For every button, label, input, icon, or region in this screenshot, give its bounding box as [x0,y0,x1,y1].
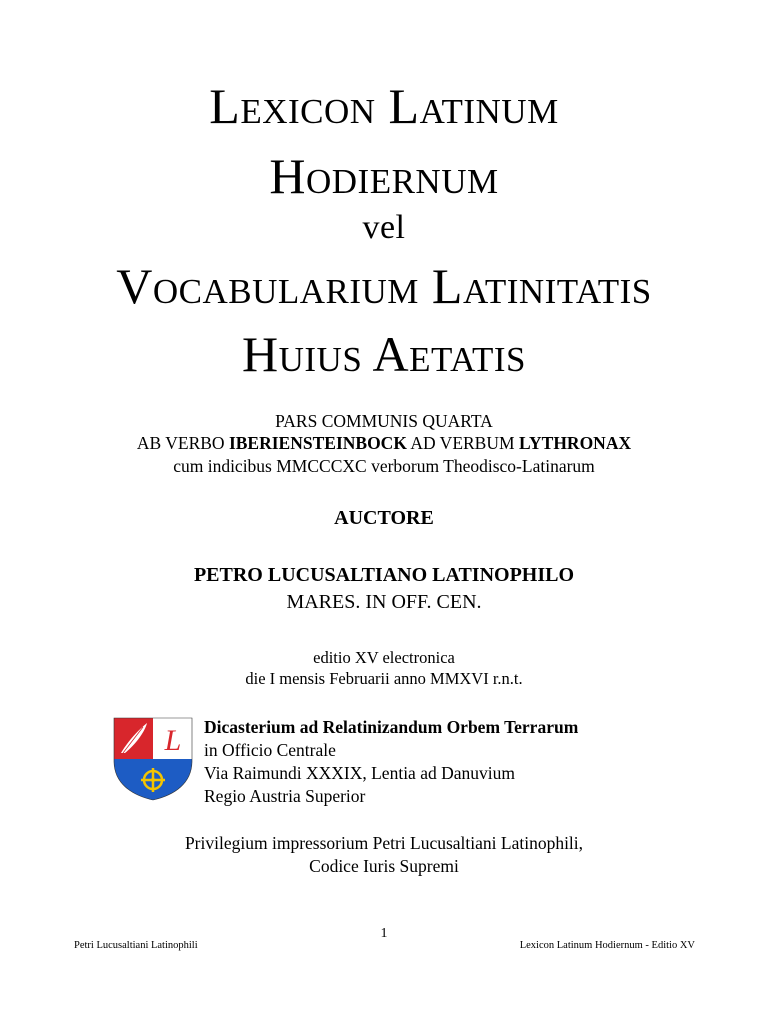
pars-line: PARS COMMUNIS QUARTA [275,411,493,431]
author-title: MARES. IN OFF. CEN. [286,591,482,613]
author-name: PETRO LUCUSALTIANO LATINOPHILO [193,564,575,586]
ad-verbum-mid: AD VERBUM [406,433,519,453]
address-street: Via Raimundi XXXIX, Lentia ad Danuvium [204,763,515,783]
emblem-letter: L [164,724,182,757]
indices-line: cum indicibus MMCCCXC verborum Theodisco-Latinarum [173,456,595,476]
verb-range-line [0,432,768,454]
title-line-4: Vocabularium Latinitatis [116,258,652,314]
title-line-5: Huius Aetatis [242,326,526,382]
edition-line-2: die I mensis Februarii anno MMXVI r.n.t. [245,669,523,688]
privilege-line-1: Privilegium impressorium Petri Lucusaltiani Latinophili, [184,833,584,853]
ad-verbum-word: LYTHRONAX [518,433,632,453]
footer-left: Petri Lucusaltiani Latinophili [74,940,198,951]
address-org: Dicasterium ad Relatinizandum Orbem Terrarum [204,717,579,737]
page-number: 1 [380,926,388,941]
title-line-1: Lexicon Latinum [209,78,559,134]
ab-verbo-prefix: AB VERBO [136,433,229,453]
address-office: in Officio Centrale [204,740,336,760]
auctore-heading: AUCTORE [334,507,434,529]
address-block [204,716,578,808]
footer-right: Lexicon Latinum Hodiernum - Editio XV [519,940,695,951]
edition-line-1: editio XV electronica [313,648,455,667]
title-line-2: Hodiernum [269,148,499,204]
ab-verbo-word: IBERIENSTEINBOCK [228,433,407,453]
title-line-3: vel [362,209,406,246]
coat-of-arms-icon [113,717,193,801]
address-region: Regio Austria Superior [204,786,366,806]
privilege-line-2: Codice Iuris Supremi [309,856,459,876]
